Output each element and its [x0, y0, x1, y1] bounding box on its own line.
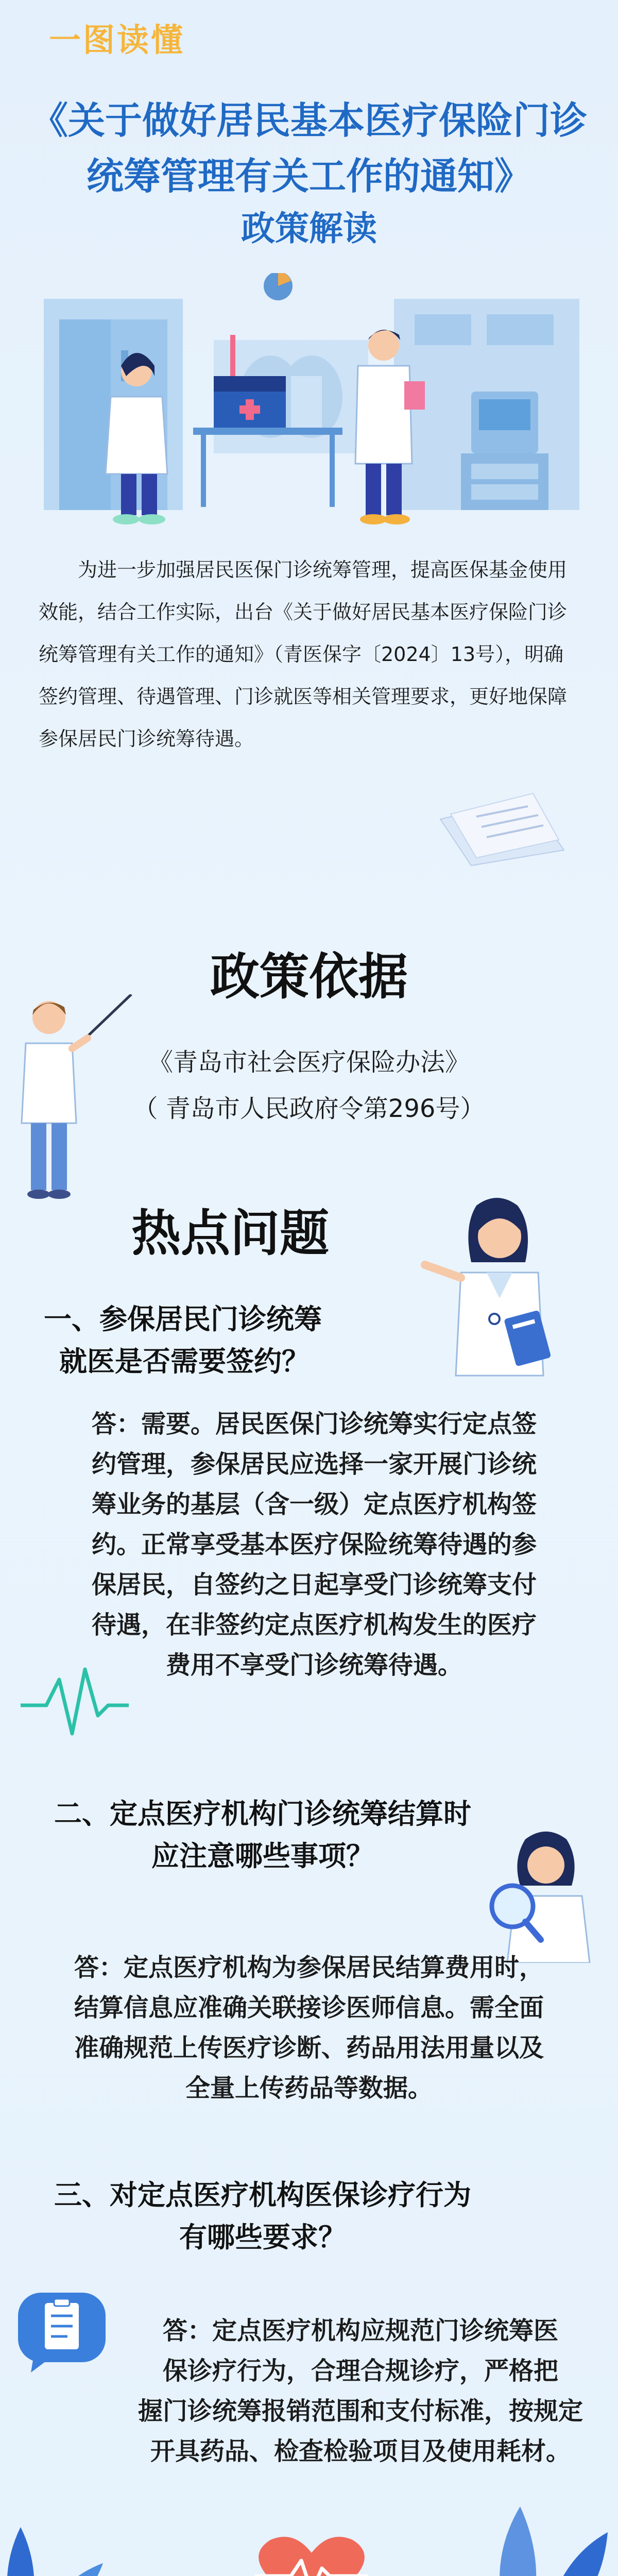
answer-1-line: 答：需要。居民医保门诊统筹实行定点签 [91, 1410, 537, 1438]
title-line-2: 统筹管理有关工作的通知》 [86, 155, 531, 198]
question-1 [44, 1298, 404, 1383]
leaf-decoration-left [0, 2506, 124, 2576]
hot-heading: 热点问题 [131, 1205, 329, 1262]
female-doctor-illustration [415, 1195, 569, 1381]
question-3-line-1: 三、对定点医疗机构医保诊疗行为 [54, 2179, 471, 2211]
basis-heading: 政策依据 [210, 948, 408, 1006]
question-1-line-2: 就医是否需要签约？ [59, 1345, 310, 1378]
answer-1-line: 待遇，在非签约定点医疗机构发生的医疗 [91, 1611, 537, 1639]
question-3 [15, 2174, 510, 2259]
answer-2-line: 准确规范上传医疗诊断、药品用法用量以及 [74, 2033, 544, 2062]
answer-3-line: 保诊疗行为，合理合规诊疗，严格把 [162, 2357, 558, 2385]
clipboard-chat-icon [13, 2287, 111, 2375]
pointing-doctor-illustration [10, 994, 134, 1200]
answer-3-line: 答：定点医疗机构应规范门诊统筹医 [162, 2316, 558, 2345]
basis-line-2: （ 青岛市人民政府令第296号） [133, 1094, 485, 1123]
heartbeat-icon [21, 1659, 129, 1741]
intro-paragraph: 为进一步加强居民医保门诊统筹管理，提高医保基金使用效能，结合工作实际，出台《关于做好居民基本医疗保险门诊统筹管理有关工作的通知》（青医保字〔2024〕13号），明确签约管理、待遇管理、门诊就医等相关管理要求，更好地保障参保居民门诊统筹待遇。 [39, 558, 568, 750]
question-3-line-2: 有哪些要求？ [179, 2221, 346, 2253]
page-title [21, 93, 597, 204]
answer-1 [36, 1404, 592, 1685]
answer-1-line: 保居民，自签约之日起享受门诊统筹支付 [91, 1570, 537, 1599]
documents-decoration [430, 788, 574, 871]
question-2-line-1: 二、定点医疗机构门诊统筹结算时 [54, 1798, 471, 1830]
answer-2 [21, 1947, 597, 2108]
leaf-decoration-right [484, 2491, 618, 2576]
answer-2-line: 全量上传药品等数据。 [185, 2074, 433, 2103]
answer-1-line: 费用不享受门诊统筹待遇。 [165, 1651, 462, 1680]
answer-1-line: 约。正常享受基本医疗保险统筹待遇的参 [91, 1530, 537, 1559]
answer-3-line: 开具药品、检查检验项目及使用耗材。 [150, 2437, 571, 2466]
answer-2-line: 结算信息应准确关联接诊医师信息。需全面 [74, 1993, 544, 2022]
heart-icon [255, 2532, 368, 2576]
answer-3-line: 握门诊统筹报销范围和支付标准，按规定 [138, 2397, 583, 2426]
answer-1-line: 筹业务的基层（含一级）定点医疗机构签 [91, 1490, 537, 1519]
question-2 [15, 1793, 510, 1877]
magnifier-doctor-illustration [484, 1824, 603, 1963]
header-tag: 一图读懂 [49, 21, 185, 59]
answer-1-line: 约管理，参保居民应选择一家开展门诊统 [91, 1450, 537, 1479]
page-subtitle: 政策解读 [241, 209, 377, 248]
question-1-line-1: 一、参保居民门诊统筹 [44, 1303, 322, 1335]
answer-2-line: 答：定点医疗机构为参保居民结算费用时， [74, 1953, 544, 1982]
basis-line-1: 《青岛市社会医疗保险办法》 [148, 1048, 470, 1077]
hospital-illustration [44, 273, 579, 541]
question-2-line-2: 应注意哪些事项？ [151, 1840, 374, 1872]
title-line-1: 《关于做好居民基本医疗保险门诊 [30, 99, 587, 142]
answer-3 [113, 2311, 608, 2471]
